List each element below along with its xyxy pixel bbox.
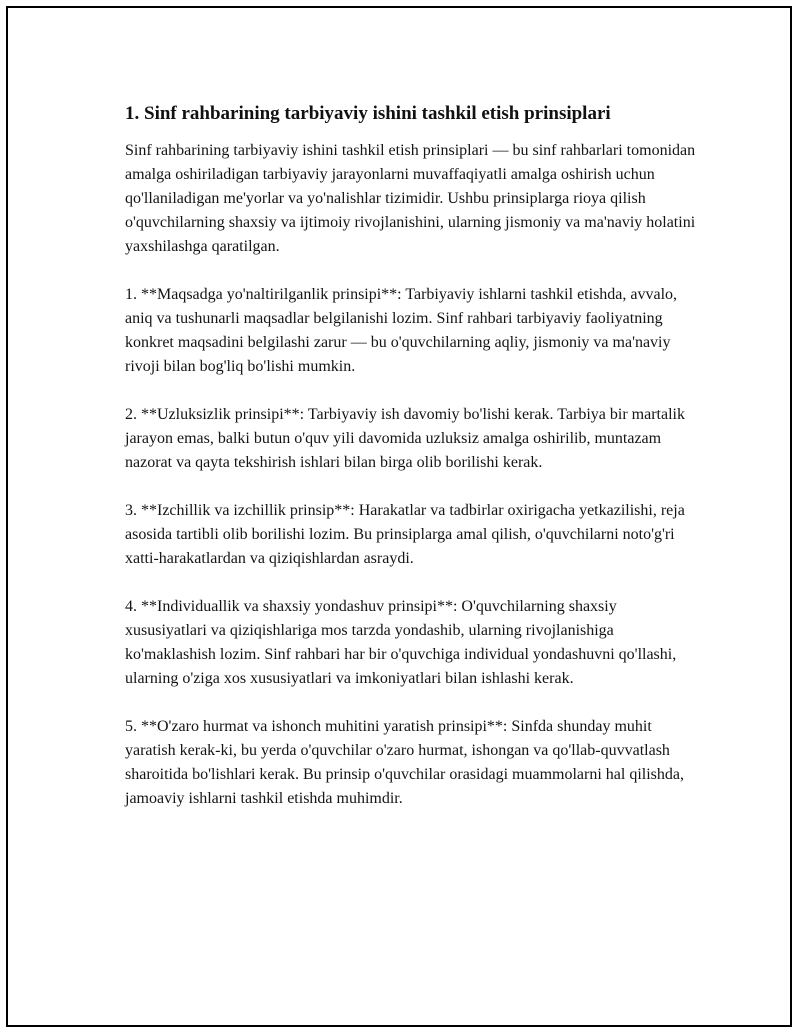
principle-5-paragraph: 5. **O'zaro hurmat va ishonch muhitini yaratish prinsipi**: Sinfda shunday muhit yaratish kerak-ki, bu yerda o'quvchilar o'zaro hurmat, ishongan va qo'llab-quvvatlash sharoitida bo'lishlari kerak. Bu prinsip o'quvchilar orasidagi muammolarni hal qilishda, jamoaviy ishlarni tashkil etishda muhimdir. — [125, 718, 684, 807]
document-body — [125, 101, 697, 835]
principle-1-paragraph: 1. **Maqsadga yo'naltirilganlik prinsipi**: Tarbiyaviy ishlarni tashkil etishda, avvalo, aniq va tushunarli maqsadlar belgilanishi lozim. Sinf rahbari tarbiyaviy faoliyatning konkret maqsadini belgilashi zarur — bu o'quvchilarning aqliy, jismoniy va ma'naviy rivoji bilan bog'liq bo'lishi mumkin. — [125, 286, 678, 375]
intro-paragraph: Sinf rahbarining tarbiyaviy ishini tashkil etish prinsiplari — bu sinf rahbarlari tomonidan amalga oshiriladigan tarbiyaviy jarayonlarni muvaffaqiyatli amalga oshirish uchun qo'llaniladigan me'yorlar va yo'nalishlar tizimidir. Ushbu prinsiplarga rioya qilish o'quvchilarning shaxsiy va ijtimoiy rivojlanishini, ularning jismoniy va ma'naviy holatini yaxshilashga qaratilgan. — [125, 142, 696, 255]
principle-4-paragraph: 4. **Individuallik va shaxsiy yondashuv prinsipi**: O'quvchilarning shaxsiy xususiyatlari va qiziqishlariga mos tarzda yondashib, ularning rivojlanishiga ko'maklashish lozim. Sinf rahbari har bir o'quvchiga individual yondashuvni qo'llashi, ularning o'ziga xos xususiyatlari va imkoniyatlari bilan ishlashi kerak. — [125, 598, 677, 687]
principle-3-paragraph: 3. **Izchillik va izchillik prinsip**: Harakatlar va tadbirlar oxirigacha yetkazilishi, reja asosida tartibli olib borilishi lozim. Bu prinsiplarga amal qilish, o'quvchilarni noto'g'ri xatti-harakatlardan va qiziqishlardan asraydi. — [125, 502, 685, 567]
principle-2-paragraph: 2. **Uzluksizlik prinsipi**: Tarbiyaviy ish davomiy bo'lishi kerak. Tarbiya bir martalik jarayon emas, balki butun o'quv yili davomida uzluksiz amalga oshirilib, muntazam nazorat va qayta tekshirish ishlari bilan birga olib borilishi kerak. — [125, 406, 685, 471]
document-title: 1. Sinf rahbarining tarbiyaviy ishini tashkil etish prinsiplari — [125, 103, 611, 124]
page-frame — [6, 6, 792, 1027]
